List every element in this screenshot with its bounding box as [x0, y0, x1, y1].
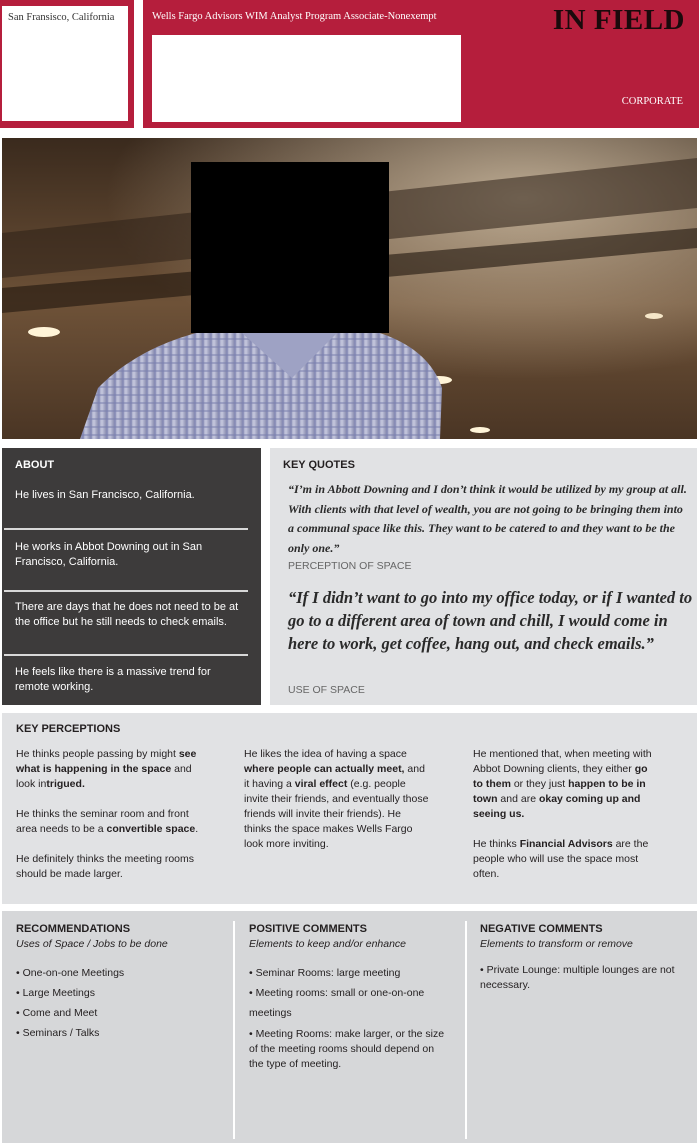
- positive-comments-subheading: Elements to keep and/or enhance: [249, 938, 407, 950]
- list-item: • Come and Meet: [16, 1007, 98, 1019]
- perceptions-column-3: [473, 747, 659, 897]
- list-item: • One-on-one Meetings: [16, 967, 125, 979]
- list-item: • Large Meetings: [16, 987, 95, 999]
- header-divider: [134, 0, 143, 128]
- perceptions-column-1: [16, 747, 202, 897]
- perception-paragraph: He thinks Financial Advisors are the people who will use the space most often.: [473, 838, 649, 880]
- list-item: • Meeting Rooms: make larger, or the size of the meeting rooms should depend on the type of meeting.: [249, 1028, 445, 1070]
- list-item: • Private Lounge: multiple lounges are not necessary.: [480, 964, 675, 991]
- perception-paragraph: He definitely thinks the meeting rooms should be made larger.: [16, 853, 195, 880]
- face-redaction-box: [191, 162, 389, 333]
- about-heading: ABOUT: [15, 459, 55, 471]
- divider: [4, 590, 248, 592]
- recommendations-column: [16, 923, 216, 1043]
- perception-paragraph: He thinks people passing by might see what is happening in the space and look intrigued.: [16, 748, 197, 790]
- negative-comments-list: [480, 963, 685, 993]
- perception-paragraph: He thinks the seminar room and front area needs to be a convertible space.: [16, 808, 199, 835]
- header-banner: [0, 0, 699, 128]
- quote-use-label: USE OF SPACE: [288, 684, 365, 696]
- negative-comments-subheading: Elements to transform or remove: [480, 938, 633, 950]
- about-item: He feels like there is a massive trend for remote working.: [15, 666, 211, 693]
- recommendations-heading: RECOMMENDATIONS: [16, 923, 131, 935]
- column-divider: [465, 921, 467, 1139]
- about-item: He lives in San Francisco, California.: [15, 489, 195, 501]
- divider: [4, 528, 248, 530]
- name-placeholder-box: [152, 35, 461, 122]
- about-panel: [2, 448, 261, 705]
- category-label: CORPORATE: [621, 96, 683, 107]
- interviewee-photo: [2, 138, 697, 439]
- list-item: • Seminars / Talks: [16, 1027, 100, 1039]
- divider: [4, 654, 248, 656]
- key-perceptions-panel: [2, 713, 697, 904]
- key-quotes-heading: KEY QUOTES: [283, 459, 355, 471]
- negative-comments-heading: NEGATIVE COMMENTS: [480, 923, 603, 935]
- positive-comments-heading: POSITIVE COMMENTS: [249, 923, 367, 935]
- location-box: [2, 6, 128, 121]
- about-item: There are days that he does not need to be at the office but he still needs to check emails.: [15, 601, 239, 628]
- negative-comments-column: [480, 923, 685, 993]
- recommendations-subheading: Uses of Space / Jobs to be done: [16, 938, 168, 950]
- job-title: Wells Fargo Advisors WIM Analyst Program Associate-Nonexempt: [152, 11, 437, 22]
- positive-comments-column: [249, 923, 449, 1072]
- quote-use: “If I didn’t want to go into my office today, or if I wanted to go to a different area of town and chill, I would come in here to work, get coffee, hang out, and check emails.”: [288, 588, 693, 653]
- comments-panel: [2, 911, 697, 1143]
- about-item: He works in Abbot Downing out in San Francisco, California.: [15, 541, 203, 568]
- in-field-badge: IN FIELD: [552, 4, 685, 36]
- perceptions-column-2: [244, 747, 430, 867]
- column-divider: [233, 921, 235, 1139]
- quote-perception-label: PERCEPTION OF SPACE: [288, 560, 412, 572]
- positive-comments-list: [249, 963, 449, 1072]
- key-perceptions-heading: KEY PERCEPTIONS: [16, 723, 121, 735]
- perception-paragraph: He mentioned that, when meeting with Abbot Downing clients, they either go to them or they just happen to be in town and are okay coming up and seeing us.: [473, 748, 652, 820]
- quote-perception: “I’m in Abbott Downing and I don’t think it would be utilized by my group at all. With clients with that level of wealth, you are not going to be bringing them into a communal space like this. They want to be catered to and they want to be the only one.”: [288, 482, 687, 555]
- location-text: San Fransisco, California: [8, 12, 115, 23]
- key-quotes-panel: [270, 448, 697, 705]
- perception-paragraph: He likes the idea of having a space where people can actually meet, and it having a viral effect (e.g. people invite their friends, and eventually those friends will invite their friends). He thinks the space makes Wells Fargo look more inviting.: [244, 748, 429, 850]
- list-item: • Meeting rooms: small or one-on-one meetings: [249, 987, 425, 1019]
- list-item: • Seminar Rooms: large meeting: [249, 967, 401, 979]
- recommendations-list: [16, 963, 216, 1043]
